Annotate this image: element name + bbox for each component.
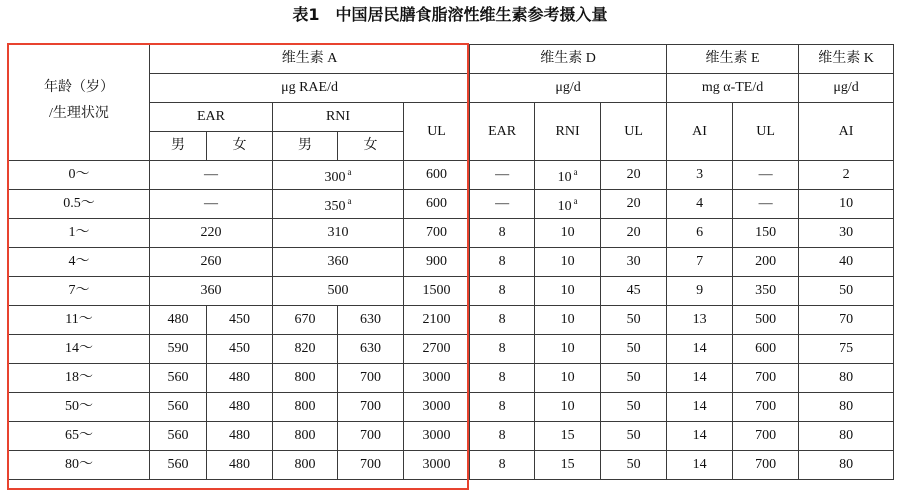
age-cell: 65～ (9, 422, 150, 451)
vitamin-a-ul-cell: 600 (404, 190, 470, 219)
vitamin-d-ear-cell: 8 (470, 306, 535, 335)
vitamin-a-ear-cell: — (150, 190, 273, 219)
vitamin-a-rni-cell-value: 300 (324, 170, 346, 185)
vitamin-a-rni-cell: 360 (273, 248, 404, 277)
vitamin-a-ear-female-cell: 480 (207, 393, 273, 422)
table-row (9, 422, 894, 451)
vitamin-d-name: 维生素 D (470, 45, 667, 74)
vitamin-a-rni-cell: 500 (273, 277, 404, 306)
vitamin-d-rni-cell-value: 10 (557, 199, 572, 214)
vitamin-a-rni-female-cell: 630 (338, 306, 404, 335)
vitamin-a-ul-cell: 3000 (404, 422, 470, 451)
footnote-marker: a (573, 167, 578, 177)
table-row (9, 219, 894, 248)
vitamin-d-ear-cell: 8 (470, 219, 535, 248)
vitamin-d-ul-cell: 30 (601, 248, 667, 277)
vitamin-d-rni-cell: 10 (535, 248, 601, 277)
vitamin-a-ear-cell: 360 (150, 277, 273, 306)
vitamin-e-ai-cell: 7 (667, 248, 733, 277)
vitamin-a-ear-male-cell: 560 (150, 451, 207, 480)
age-cell: 14～ (9, 335, 150, 364)
vitamin-a-ear-male-cell: 590 (150, 335, 207, 364)
vitamin-a-ear-female-cell: 450 (207, 306, 273, 335)
footnote-marker: a (573, 196, 578, 206)
vitamin-d-ul-cell: 50 (601, 451, 667, 480)
vitamin-d-rni-cell: 10 (535, 393, 601, 422)
age-header-line2: /生理状况 (49, 106, 109, 121)
vitamin-e-ul-cell: 700 (733, 364, 799, 393)
vitamin-a-ear-male-cell: 480 (150, 306, 207, 335)
vitamin-d-rni-cell: 10 (535, 306, 601, 335)
vitamin-e-ul-cell: 700 (733, 393, 799, 422)
vitamin-a-ul-header: UL (404, 103, 470, 161)
footnote-marker: a (347, 196, 352, 206)
vitamin-k-ai-cell: 50 (799, 277, 894, 306)
vitamin-e-ul-cell: 700 (733, 451, 799, 480)
vitamin-a-ear-cell: 260 (150, 248, 273, 277)
vitamin-k-ai-cell: 2 (799, 161, 894, 190)
vitamin-d-ear-cell: 8 (470, 393, 535, 422)
vitamin-e-ai-cell: 14 (667, 364, 733, 393)
ear-male-header: 男 (150, 132, 207, 161)
vitamin-a-rni-male-cell: 800 (273, 364, 338, 393)
vitamin-e-ai-cell: 14 (667, 422, 733, 451)
vitamin-a-ear-female-cell: 480 (207, 451, 273, 480)
vitamin-a-rni-female-cell: 700 (338, 364, 404, 393)
vitamin-d-ear-cell: 8 (470, 335, 535, 364)
age-cell: 1～ (9, 219, 150, 248)
vitamin-e-ai-cell: 4 (667, 190, 733, 219)
vitamin-a-name: 维生素 A (150, 45, 470, 74)
rni-male-header: 男 (273, 132, 338, 161)
age-cell: 4～ (9, 248, 150, 277)
table-row (9, 248, 894, 277)
vitamin-e-ai-header: AI (667, 103, 733, 161)
vitamin-e-ul-cell: 600 (733, 335, 799, 364)
vitamin-a-rni-female-cell: 700 (338, 451, 404, 480)
vitamin-a-ul-cell: 1500 (404, 277, 470, 306)
vitamin-d-ul-cell: 50 (601, 335, 667, 364)
ear-female-header: 女 (207, 132, 273, 161)
vitamin-a-rni-cell (273, 190, 404, 219)
vitamin-e-ai-cell: 14 (667, 451, 733, 480)
vitamin-a-rni-male-cell: 670 (273, 306, 338, 335)
vitamin-k-ai-cell: 30 (799, 219, 894, 248)
table-row (9, 306, 894, 335)
age-cell: 11～ (9, 306, 150, 335)
vitamin-a-ear-female-cell: 480 (207, 422, 273, 451)
vitamin-d-unit: μg/d (470, 74, 667, 103)
vitamin-a-ul-cell: 2100 (404, 306, 470, 335)
vitamin-d-ul-cell: 50 (601, 306, 667, 335)
vitamin-d-ear-cell: — (470, 190, 535, 219)
vitamin-a-rni-female-cell: 630 (338, 335, 404, 364)
vitamin-e-name: 维生素 E (667, 45, 799, 74)
vitamin-d-ul-cell: 50 (601, 393, 667, 422)
table-row (9, 335, 894, 364)
vitamin-a-rni-female-cell: 700 (338, 393, 404, 422)
vitamin-a-ear-cell: — (150, 161, 273, 190)
vitamin-d-rni-header: RNI (535, 103, 601, 161)
vitamin-d-rni-cell (535, 161, 601, 190)
vitamin-k-ai-cell: 40 (799, 248, 894, 277)
vitamin-a-ear-female-cell: 480 (207, 364, 273, 393)
vitamin-d-rni-cell: 10 (535, 219, 601, 248)
vitamin-e-ul-header: UL (733, 103, 799, 161)
vitamin-e-ai-cell: 3 (667, 161, 733, 190)
vitamin-e-ul-cell: — (733, 190, 799, 219)
vitamin-a-rni-male-cell: 800 (273, 422, 338, 451)
vitamin-d-ul-cell: 20 (601, 190, 667, 219)
vitamin-d-ear-cell: 8 (470, 451, 535, 480)
vitamin-k-ai-cell: 75 (799, 335, 894, 364)
age-header-line1: 年龄（岁） (44, 80, 114, 95)
vitamin-d-rni-cell: 10 (535, 364, 601, 393)
vitamin-d-ul-cell: 20 (601, 161, 667, 190)
vitamin-e-ul-cell: 500 (733, 306, 799, 335)
vitamin-a-ear-male-cell: 560 (150, 393, 207, 422)
vitamin-d-ul-cell: 50 (601, 422, 667, 451)
vitamin-e-unit: mg α-TE/d (667, 74, 799, 103)
vitamin-d-ul-cell: 50 (601, 364, 667, 393)
vitamin-a-rni-female-cell: 700 (338, 422, 404, 451)
vitamin-k-ai-header: AI (799, 103, 894, 161)
vitamin-a-ul-cell: 700 (404, 219, 470, 248)
vitamin-d-ear-cell: 8 (470, 422, 535, 451)
vitamin-k-ai-cell: 80 (799, 451, 894, 480)
vitamin-a-rni-cell-value: 350 (324, 199, 346, 214)
vitamin-intake-table (8, 44, 894, 480)
vitamin-a-ul-cell: 3000 (404, 451, 470, 480)
age-cell: 0～ (9, 161, 150, 190)
vitamin-d-ear-cell: 8 (470, 364, 535, 393)
vitamin-d-ul-cell: 45 (601, 277, 667, 306)
table-row (9, 393, 894, 422)
rni-female-header: 女 (338, 132, 404, 161)
vitamin-d-ear-cell: — (470, 161, 535, 190)
vitamin-a-ear-cell: 220 (150, 219, 273, 248)
vitamin-k-ai-cell: 70 (799, 306, 894, 335)
table-row (9, 161, 894, 190)
vitamin-a-ul-cell: 2700 (404, 335, 470, 364)
vitamin-a-rni-cell (273, 161, 404, 190)
vitamin-a-rni-cell: 310 (273, 219, 404, 248)
table-row (9, 364, 894, 393)
vitamin-e-ul-cell: 200 (733, 248, 799, 277)
vitamin-e-ul-cell: 150 (733, 219, 799, 248)
vitamin-a-ul-cell: 600 (404, 161, 470, 190)
vitamin-a-ul-cell: 3000 (404, 364, 470, 393)
table-row (9, 451, 894, 480)
vitamin-k-ai-cell: 80 (799, 422, 894, 451)
vitamin-d-rni-cell: 10 (535, 335, 601, 364)
vitamin-k-name: 维生素 K (799, 45, 894, 74)
footnote-marker: a (347, 167, 352, 177)
vitamin-e-ul-cell: 700 (733, 422, 799, 451)
vitamin-d-ear-cell: 8 (470, 277, 535, 306)
vitamin-k-unit: μg/d (799, 74, 894, 103)
vitamin-d-rni-cell: 10 (535, 277, 601, 306)
vitamin-a-unit: μg RAE/d (150, 74, 470, 103)
age-cell: 80～ (9, 451, 150, 480)
vitamin-a-ul-cell: 3000 (404, 393, 470, 422)
vitamin-d-ear-cell: 8 (470, 248, 535, 277)
vitamin-d-rni-cell-value: 10 (557, 170, 572, 185)
vitamin-e-ai-cell: 14 (667, 393, 733, 422)
vitamin-a-ul-cell: 900 (404, 248, 470, 277)
vitamin-k-ai-cell: 80 (799, 364, 894, 393)
age-cell: 7～ (9, 277, 150, 306)
vitamin-e-ai-cell: 6 (667, 219, 733, 248)
vitamin-d-rni-cell (535, 190, 601, 219)
vitamin-e-ai-cell: 9 (667, 277, 733, 306)
table-row (9, 190, 894, 219)
age-cell: 0.5～ (9, 190, 150, 219)
vitamin-k-ai-cell: 80 (799, 393, 894, 422)
table-title: 表1 中国居民膳食脂溶性维生素参考摄入量 (292, 5, 608, 24)
vitamin-a-ear-male-cell: 560 (150, 364, 207, 393)
age-cell: 18～ (9, 364, 150, 393)
vitamin-d-ul-header: UL (601, 103, 667, 161)
age-column-header (9, 45, 150, 161)
vitamin-a-ear-male-cell: 560 (150, 422, 207, 451)
vitamin-k-ai-cell: 10 (799, 190, 894, 219)
vitamin-a-rni-header: RNI (273, 103, 404, 132)
age-cell: 50～ (9, 393, 150, 422)
vitamin-a-ear-female-cell: 450 (207, 335, 273, 364)
vitamin-a-rni-male-cell: 800 (273, 393, 338, 422)
vitamin-d-ear-header: EAR (470, 103, 535, 161)
vitamin-e-ul-cell: 350 (733, 277, 799, 306)
vitamin-a-rni-male-cell: 800 (273, 451, 338, 480)
vitamin-d-rni-cell: 15 (535, 451, 601, 480)
vitamin-e-ul-cell: — (733, 161, 799, 190)
vitamin-a-ear-header: EAR (150, 103, 273, 132)
vitamin-d-rni-cell: 15 (535, 422, 601, 451)
vitamin-d-ul-cell: 20 (601, 219, 667, 248)
vitamin-a-rni-male-cell: 820 (273, 335, 338, 364)
vitamin-e-ai-cell: 13 (667, 306, 733, 335)
vitamin-e-ai-cell: 14 (667, 335, 733, 364)
table-row (9, 277, 894, 306)
